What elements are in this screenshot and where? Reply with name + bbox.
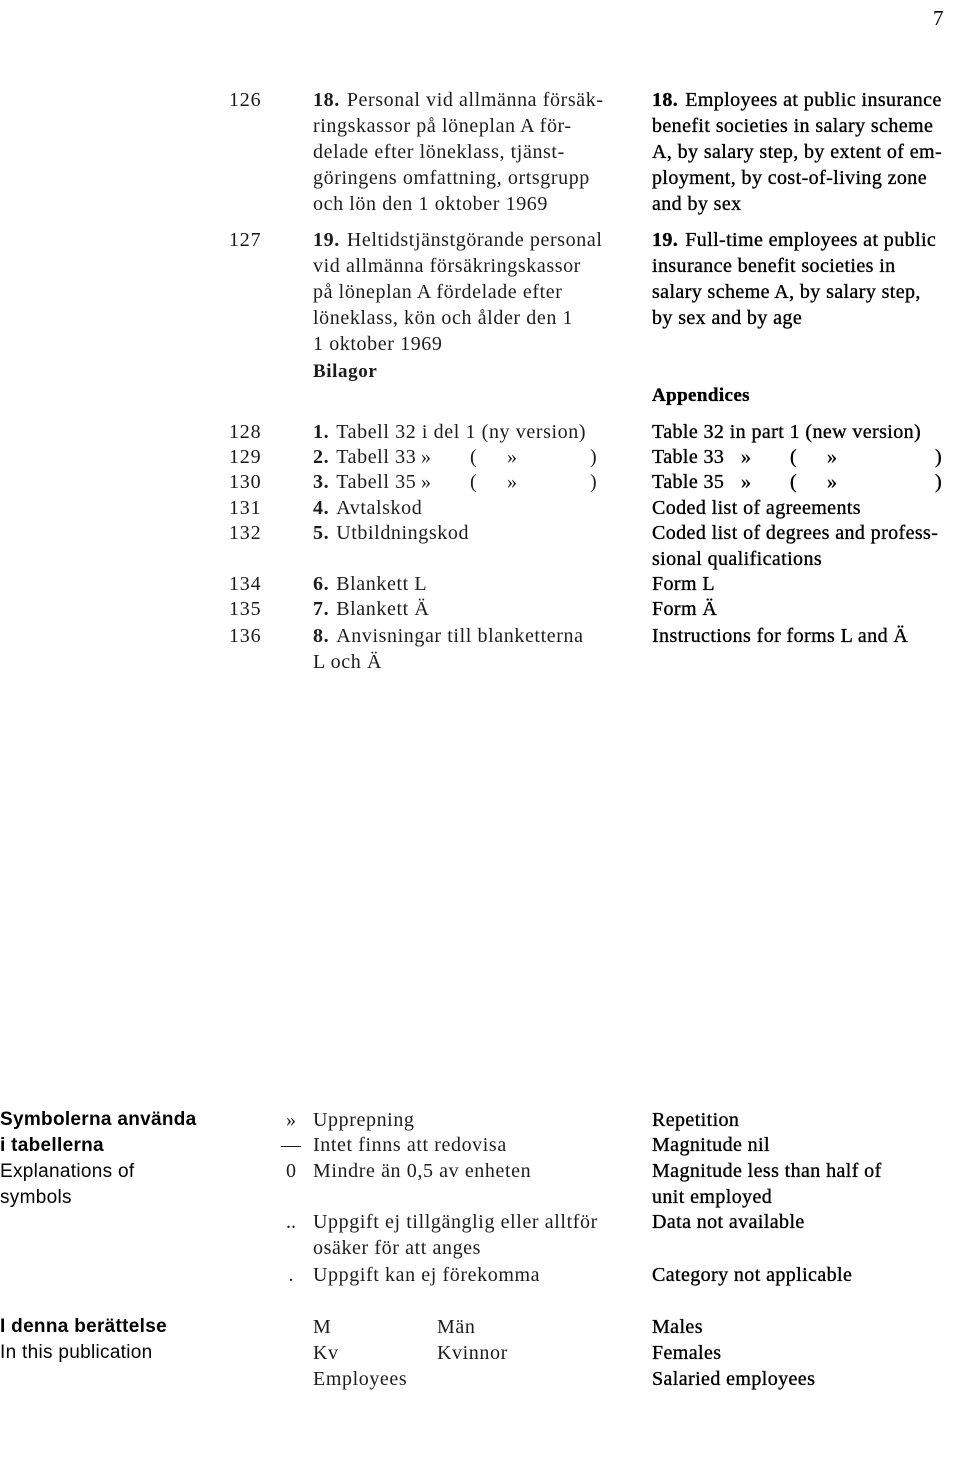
entry-number: 6. [313, 573, 330, 595]
appendix-title-sv [313, 469, 598, 495]
bracket-close: ) [935, 446, 943, 468]
symbol-meaning-en [652, 1209, 805, 1235]
entry-line [313, 419, 586, 445]
entry-line [652, 444, 943, 470]
entry-line: och lön den 1 oktober 1969 [313, 193, 549, 215]
appendix-title-sv [313, 419, 586, 445]
entry-line: vid allmänna försäkringskassor [313, 255, 581, 277]
symbol-meaning-sv [313, 1209, 598, 1261]
entry-line: insurance benefit societies in [652, 255, 896, 277]
entry-line: ployment, by cost-of-living zone [652, 167, 927, 189]
entry-line-text: Heltidstjänstgörande personal [346, 229, 603, 251]
bracket-close: ) [935, 471, 943, 493]
abbreviation-meaning-en: Females [652, 1342, 722, 1364]
symbol-meaning-line: Magnitude less than half of [652, 1160, 882, 1182]
entry-title-en [652, 87, 942, 217]
entry-line: Form L [652, 573, 715, 595]
symbol-meaning-sv [313, 1107, 415, 1133]
appendix-title-en [652, 571, 715, 597]
appendix-title-sv [313, 596, 429, 622]
symbols-heading-en: Explanations of [0, 1161, 135, 1182]
ditto-mark: » [827, 471, 838, 493]
symbol-meaning-line: osäker för att anges [313, 1237, 482, 1259]
appendices-heading-sv: Bilagor [313, 361, 378, 382]
symbol-meaning-line: Uppgift ej tillgänglig eller alltför [313, 1211, 598, 1233]
bracket-open: ( [790, 446, 798, 468]
bracket-open: ( [470, 446, 478, 468]
entry-line: and by sex [652, 193, 742, 215]
entry-line: Instructions for forms L and Ä [652, 625, 909, 647]
appendix-title-en [652, 520, 938, 572]
entry-page-ref: 132 [229, 522, 262, 544]
entry-line [313, 87, 604, 113]
entry-number: 8. [313, 625, 330, 647]
entry-line: L och Ä [313, 651, 382, 673]
symbol-meaning-line: Mindre än 0,5 av enheten [313, 1160, 532, 1182]
symbols-heading-sv: Symbolerna använda [0, 1109, 197, 1130]
symbol-meaning-en [652, 1132, 770, 1158]
bracket-close: ) [590, 446, 598, 468]
symbol-meaning-line: Uppgift kan ej förekomma [313, 1264, 541, 1286]
entry-page-ref: 134 [229, 573, 262, 595]
symbol-meaning-line: Intet finns att redovisa [313, 1134, 507, 1156]
entry-line: på löneplan A fördelade efter [313, 281, 563, 303]
appendix-title-en [652, 469, 943, 495]
abbreviation-meaning-en: Salaried employees [652, 1368, 816, 1390]
ditto-mark: » [507, 446, 518, 468]
entry-line: benefit societies in salary scheme [652, 115, 934, 137]
entry-line: 1 oktober 1969 [313, 333, 443, 355]
entry-line-text: Table 35 [652, 471, 725, 493]
entry-line [313, 596, 429, 622]
symbol-glyph: » [286, 1109, 296, 1131]
abbreviations-heading-sv: I denna berättelse [0, 1316, 167, 1337]
entry-line [313, 571, 427, 597]
symbol-meaning-en [652, 1107, 739, 1133]
appendix-title-sv [313, 571, 427, 597]
appendix-title-sv [313, 495, 422, 521]
entry-number: 1. [313, 421, 330, 443]
entry-line: sional qualifications [652, 548, 823, 570]
entry-number: 4. [313, 497, 330, 519]
entry-line-text: Personal vid allmänna försäk- [346, 89, 604, 111]
entry-number: 2. [313, 446, 330, 468]
symbols-heading-sv: i tabellerna [0, 1135, 104, 1156]
entry-line: by sex and by age [652, 307, 803, 329]
entry-line-text: Tabell 35 [336, 471, 417, 493]
entry-line-text: Avtalskod [336, 497, 423, 519]
appendix-title-sv [313, 520, 469, 546]
entry-line [313, 495, 422, 521]
entry-line-text: Tabell 33 [336, 446, 417, 468]
entry-line [652, 469, 943, 495]
abbreviation-code: Kv [313, 1342, 339, 1364]
ditto-mark: » [421, 446, 432, 468]
entry-line [313, 444, 598, 470]
appendix-title-en [652, 596, 717, 622]
symbol-glyph: — [281, 1134, 301, 1156]
entry-line [313, 469, 598, 495]
appendix-title-sv [313, 444, 598, 470]
entry-line-text: Utbildningskod [336, 522, 470, 544]
appendix-title-en [652, 444, 943, 470]
entry-page-ref: 130 [229, 471, 262, 493]
entry-number: 19. [313, 229, 340, 251]
entry-page-ref: 126 [229, 89, 262, 111]
entry-number: 18. [313, 89, 340, 111]
abbreviation-meaning-sv: Kvinnor [437, 1342, 508, 1364]
symbol-meaning-line: Repetition [652, 1109, 740, 1131]
bracket-close: ) [590, 471, 598, 493]
entry-line [652, 87, 942, 113]
entry-line-text: Employees at public insurance [685, 89, 942, 111]
entry-page-ref: 127 [229, 229, 262, 251]
appendix-title-en [652, 419, 921, 445]
symbol-glyph: 0 [286, 1160, 296, 1182]
entry-line: Coded list of degrees and profess- [652, 522, 939, 544]
symbol-meaning-line: Data not available [652, 1211, 805, 1233]
symbol-meaning-en [652, 1262, 852, 1288]
symbol-meaning-line: Upprepning [313, 1109, 415, 1131]
entry-line [313, 227, 602, 253]
symbol-glyph: . [288, 1264, 294, 1286]
symbol-meaning-line: Magnitude nil [652, 1134, 770, 1156]
entry-title-sv [313, 227, 602, 357]
symbol-meaning-line: Category not applicable [652, 1264, 853, 1286]
symbol-meaning-en [652, 1158, 882, 1210]
ditto-mark: » [827, 446, 838, 468]
ditto-mark: » [421, 471, 432, 493]
symbol-meaning-sv [313, 1132, 507, 1158]
entry-title-en [652, 227, 936, 331]
entry-line-text: Tabell 32 i del 1 (ny version) [336, 421, 587, 443]
entry-page-ref: 131 [229, 497, 262, 519]
entry-page-ref: 136 [229, 625, 262, 647]
bracket-open: ( [470, 471, 478, 493]
entry-line: göringens omfattning, ortsgrupp [313, 167, 590, 189]
symbols-heading-en: symbols [0, 1187, 72, 1208]
bracket-open: ( [790, 471, 798, 493]
abbreviations-heading-en: In this publication [0, 1342, 153, 1363]
symbols-heading [0, 1107, 197, 1211]
entry-line-text: Blankett Ä [336, 598, 430, 620]
appendix-title-en [652, 623, 908, 649]
appendix-title-en [652, 495, 861, 521]
ditto-mark: » [507, 471, 518, 493]
entry-page-ref: 129 [229, 446, 262, 468]
entry-line-text: Anvisningar till blanketterna [336, 625, 584, 647]
ditto-mark: » [741, 471, 752, 493]
abbreviation-meaning-sv: Män [437, 1316, 476, 1338]
entry-page-ref: 128 [229, 421, 262, 443]
abbreviation-meaning-en: Males [652, 1316, 703, 1338]
entry-line-text: Blankett L [336, 573, 428, 595]
symbol-meaning-sv [313, 1262, 540, 1288]
appendix-title-sv [313, 623, 584, 675]
entry-number: 7. [313, 598, 330, 620]
abbreviation-code: Employees [313, 1368, 408, 1390]
symbol-meaning-line: unit employed [652, 1186, 773, 1208]
entry-page-ref: 135 [229, 598, 262, 620]
entry-number: 19. [652, 229, 679, 251]
entry-line: ringskassor på löneplan A för- [313, 115, 572, 137]
entry-line [652, 227, 936, 253]
symbol-meaning-sv [313, 1158, 531, 1184]
ditto-mark: » [741, 446, 752, 468]
abbreviations-heading [0, 1314, 167, 1366]
entry-line: Table 32 in part 1 (new version) [652, 421, 922, 443]
entry-title-sv [313, 87, 604, 217]
appendices-heading-en: Appendices [652, 385, 750, 406]
entry-line-text: Full-time employees at public [685, 229, 937, 251]
entry-line: Coded list of agreements [652, 497, 861, 519]
page-number: 7 [933, 6, 944, 30]
entry-line: delade efter löneklass, tjänst- [313, 141, 565, 163]
entry-line: A, by salary step, by extent of em- [652, 141, 943, 163]
entry-line-text: Table 33 [652, 446, 725, 468]
entry-line [313, 623, 584, 649]
entry-number: 5. [313, 522, 330, 544]
entry-number: 18. [652, 89, 679, 111]
entry-line: löneklass, kön och ålder den 1 [313, 307, 574, 329]
entry-number: 3. [313, 471, 330, 493]
entry-line: salary scheme A, by salary step, [652, 281, 921, 303]
symbol-glyph: .. [286, 1211, 296, 1233]
abbreviation-code: M [313, 1316, 332, 1338]
entry-line: Form Ä [652, 598, 718, 620]
entry-line [313, 520, 469, 546]
